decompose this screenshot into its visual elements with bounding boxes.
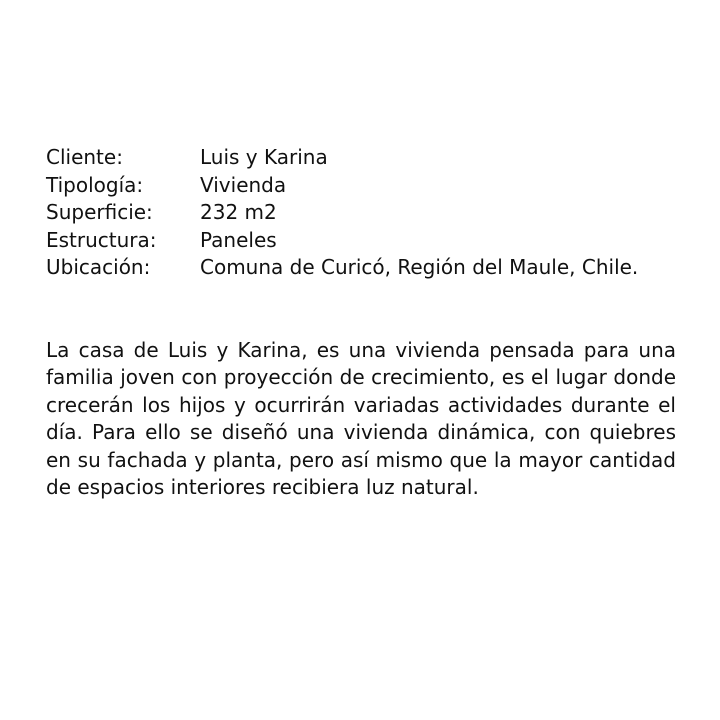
spec-label: Estructura:	[46, 227, 157, 252]
spec-value: Vivienda	[200, 172, 287, 197]
spec-row-superficie	[46, 199, 676, 227]
project-description: La casa de Luis y Karina, es una vivienda pensada para una familia joven con proyección de crecimiento, es el lugar donde crecerán los hijos y ocurrirán variadas actividades durante el día. Para ello se diseñó una vivienda dinámica, con quiebres en su fachada y planta, pero así mismo que la mayor cantidad de espacios interiores recibiera luz natural.	[46, 337, 676, 499]
spec-value: Comuna de Curicó, Región del Maule, Chile.	[200, 255, 639, 279]
spec-row-ubicacion	[46, 254, 676, 282]
spec-label: Ubicación:	[46, 255, 151, 279]
project-sheet	[46, 144, 676, 522]
spec-value: Luis y Karina	[200, 145, 328, 169]
spec-row-cliente	[46, 144, 676, 172]
spec-label: Tipología:	[46, 172, 144, 197]
project-specs	[46, 144, 676, 282]
spec-label: Cliente:	[46, 145, 123, 169]
spec-row-tipologia	[46, 172, 676, 200]
spec-row-estructura	[46, 227, 676, 255]
spec-label: Superficie:	[46, 200, 153, 224]
spec-value: 232 m2	[200, 200, 277, 224]
spec-value: Paneles	[200, 227, 277, 252]
